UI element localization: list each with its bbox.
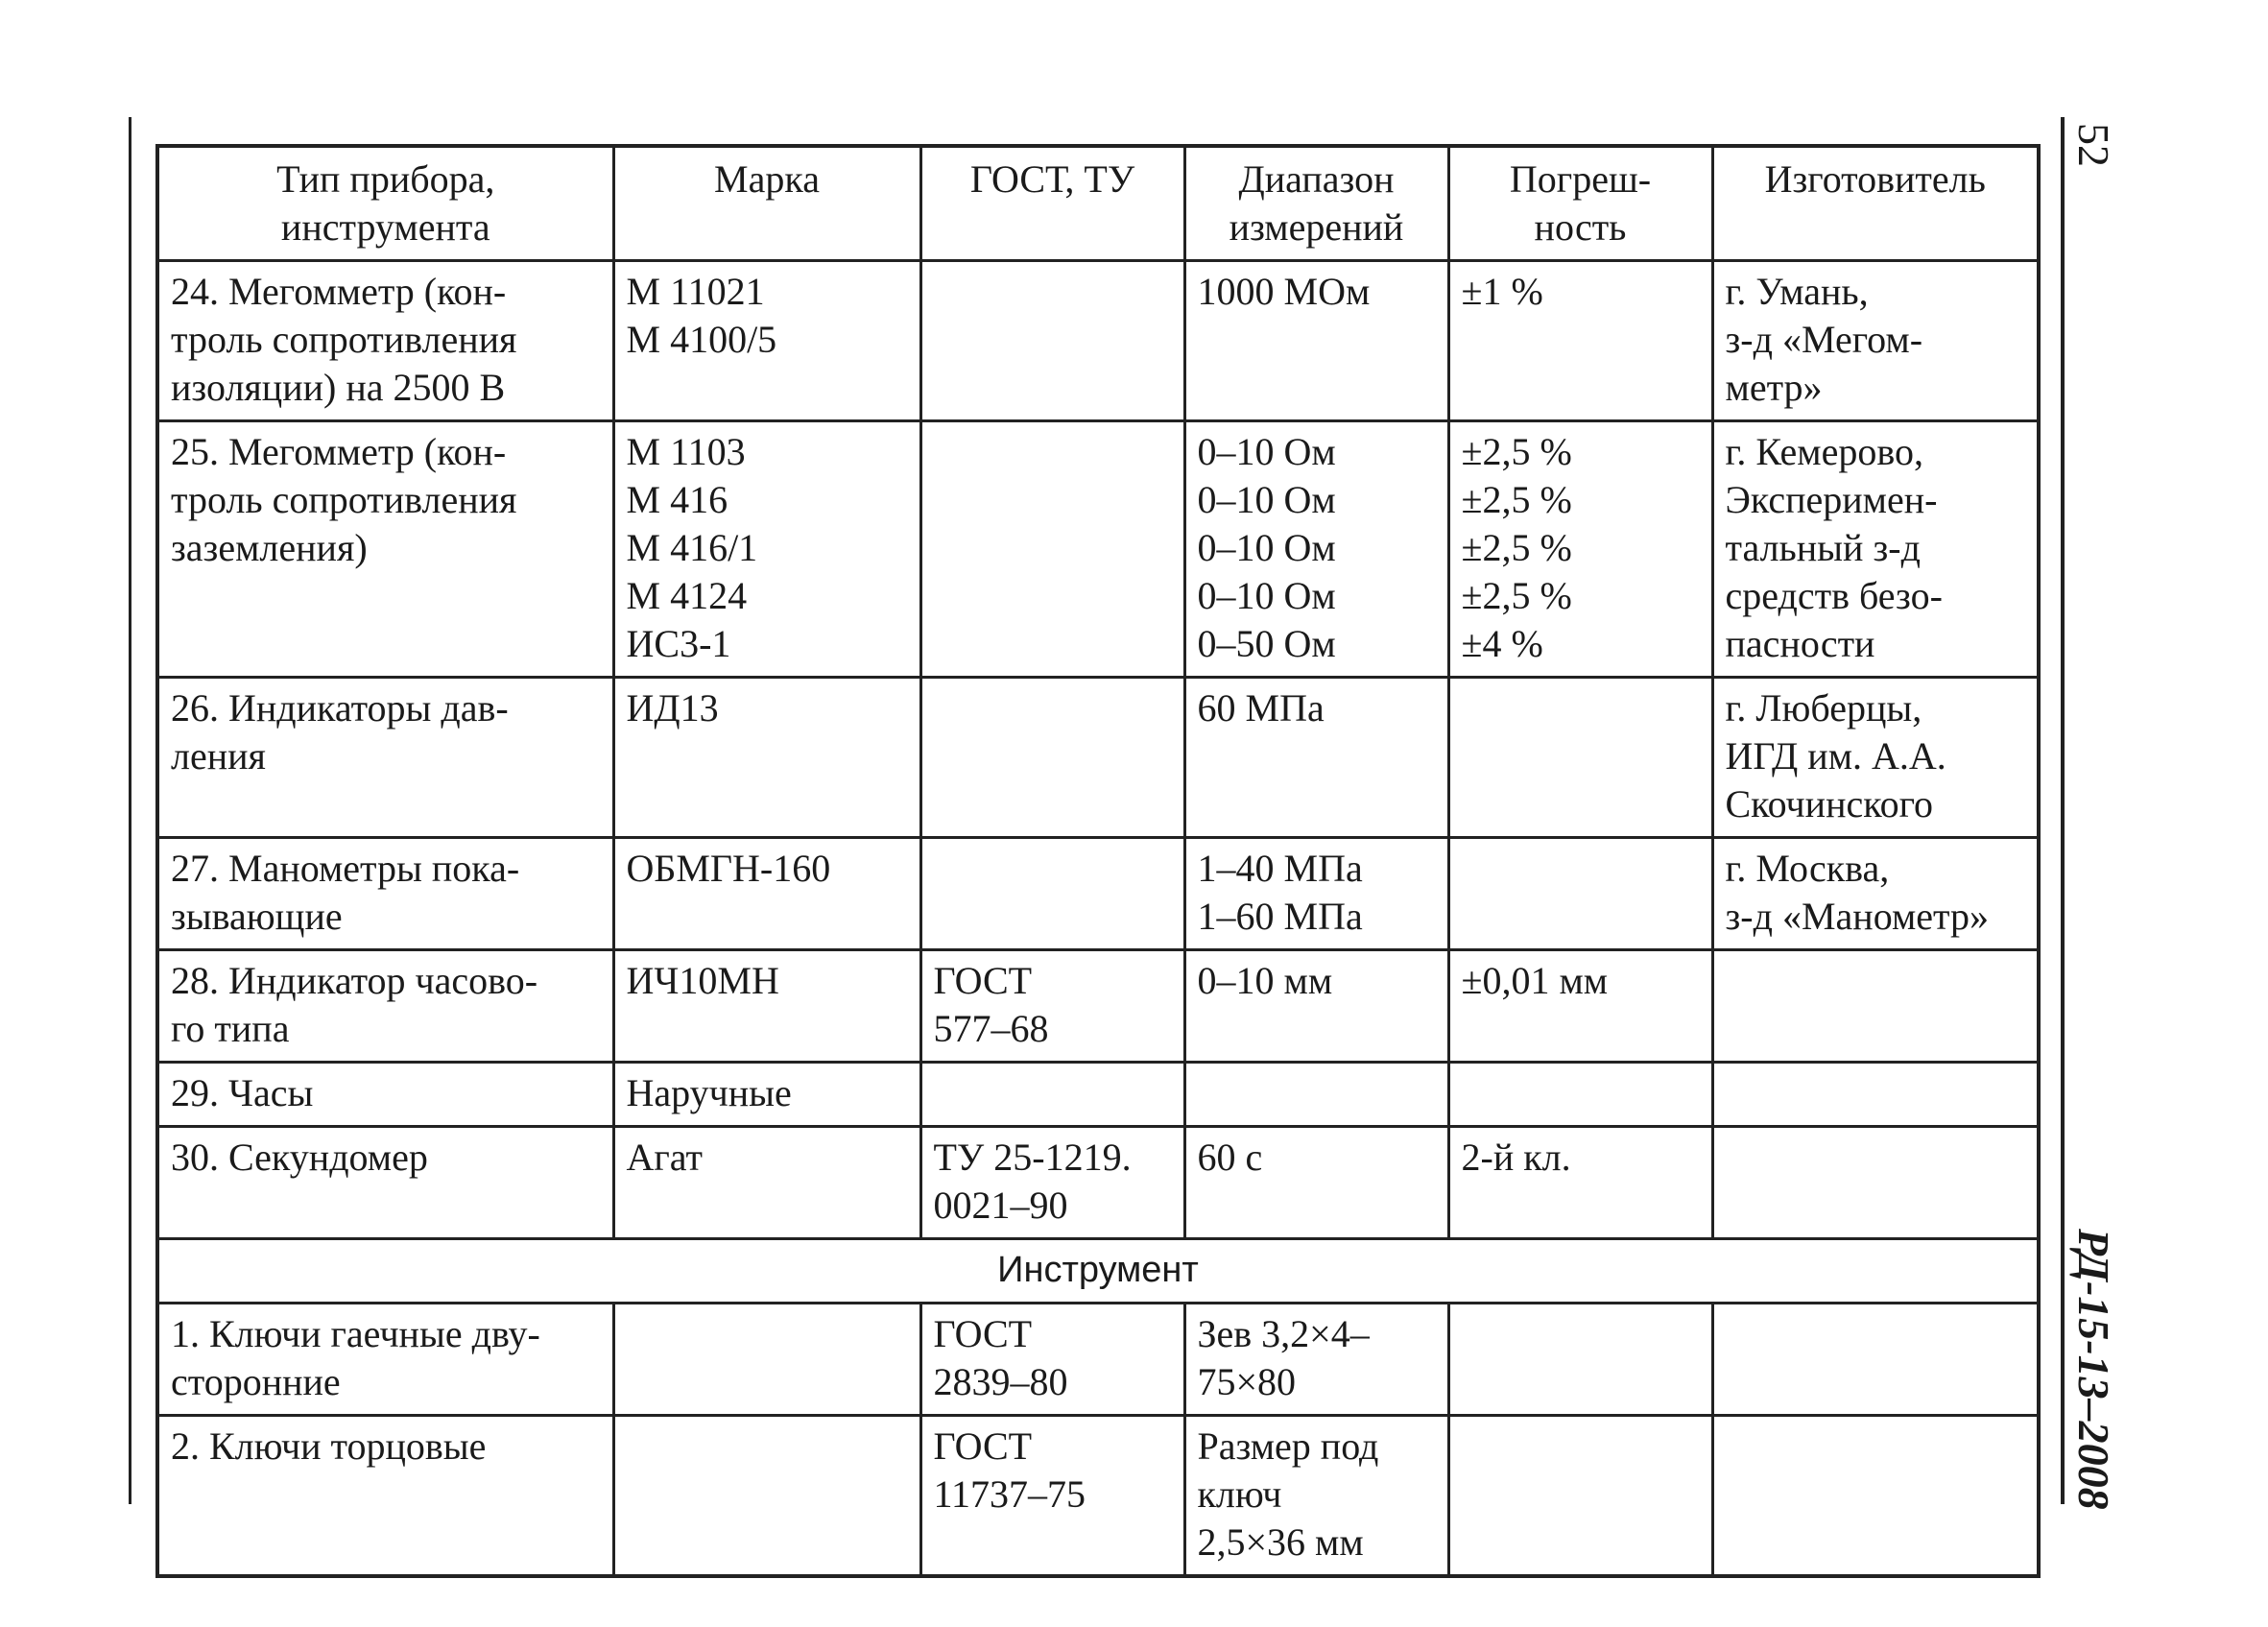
cell-brand: ОБМГН-160 xyxy=(613,838,920,950)
table-row xyxy=(157,1063,2039,1127)
table-row xyxy=(157,1127,2039,1239)
cell-error xyxy=(1448,1063,1712,1127)
cell-gost: ГОСТ 577–68 xyxy=(920,950,1184,1063)
cell-manufacturer xyxy=(1712,1127,2039,1239)
header-type: Тип прибора, инструмента xyxy=(157,146,613,261)
cell-range: 60 МПа xyxy=(1184,678,1448,838)
header-brand: Марка xyxy=(613,146,920,261)
cell-error: 2-й кл. xyxy=(1448,1127,1712,1239)
table-row xyxy=(157,421,2039,678)
cell-error xyxy=(1448,678,1712,838)
table-row xyxy=(157,1416,2039,1577)
section-row xyxy=(157,1239,2039,1304)
header-gost: ГОСТ, ТУ xyxy=(920,146,1184,261)
cell-error: ±0,01 мм xyxy=(1448,950,1712,1063)
cell-range: Размер под ключ 2,5×36 мм xyxy=(1184,1416,1448,1577)
cell-brand: М 1103 М 416 М 416/1 М 4124 ИС3-1 xyxy=(613,421,920,678)
cell-type: 29. Часы xyxy=(157,1063,613,1127)
page-number: 52 xyxy=(2069,123,2118,167)
table-row xyxy=(157,1304,2039,1416)
cell-brand: Наручные xyxy=(613,1063,920,1127)
cell-type: 2. Ключи торцовые xyxy=(157,1416,613,1577)
cell-error xyxy=(1448,1304,1712,1416)
cell-manufacturer xyxy=(1712,1304,2039,1416)
cell-range: 1–40 МПа 1–60 МПа xyxy=(1184,838,1448,950)
cell-brand: ИД13 xyxy=(613,678,920,838)
document-code: РД-15-13–2008 xyxy=(2069,1229,2118,1510)
cell-manufacturer: г. Умань, з-д «Мегом- метр» xyxy=(1712,261,2039,421)
cell-gost xyxy=(920,1063,1184,1127)
cell-error xyxy=(1448,1416,1712,1577)
cell-manufacturer: г. Люберцы, ИГД им. А.А. Скочинского xyxy=(1712,678,2039,838)
cell-range: 0–10 мм xyxy=(1184,950,1448,1063)
left-margin-rule xyxy=(129,117,131,1504)
section-title: Инструмент xyxy=(157,1239,2039,1304)
right-margin-rule xyxy=(2061,117,2065,1504)
cell-manufacturer xyxy=(1712,1063,2039,1127)
cell-gost xyxy=(920,838,1184,950)
cell-manufacturer: г. Москва, з-д «Манометр» xyxy=(1712,838,2039,950)
cell-brand: ИЧ10МН xyxy=(613,950,920,1063)
cell-brand xyxy=(613,1416,920,1577)
cell-range: 1000 МОм xyxy=(1184,261,1448,421)
cell-range: 60 с xyxy=(1184,1127,1448,1239)
cell-error: ±2,5 % ±2,5 % ±2,5 % ±2,5 % ±4 % xyxy=(1448,421,1712,678)
cell-gost xyxy=(920,678,1184,838)
cell-error: ±1 % xyxy=(1448,261,1712,421)
cell-manufacturer xyxy=(1712,950,2039,1063)
cell-range xyxy=(1184,1063,1448,1127)
cell-gost: ТУ 25-1219. 0021–90 xyxy=(920,1127,1184,1239)
cell-gost xyxy=(920,261,1184,421)
cell-type: 24. Мегомметр (кон- троль сопротивления изоляции) на 2500 В xyxy=(157,261,613,421)
cell-gost: ГОСТ 11737–75 xyxy=(920,1416,1184,1577)
cell-type: 27. Манометры пока- зывающие xyxy=(157,838,613,950)
table-row xyxy=(157,678,2039,838)
cell-range: Зев 3,2×4– 75×80 xyxy=(1184,1304,1448,1416)
header-error: Погреш- ность xyxy=(1448,146,1712,261)
cell-type: 25. Мегомметр (кон- троль сопротивления заземления) xyxy=(157,421,613,678)
cell-manufacturer xyxy=(1712,1416,2039,1577)
cell-manufacturer: г. Кемерово, Эксперимен- тальный з-д средств безо- пасности xyxy=(1712,421,2039,678)
cell-gost xyxy=(920,421,1184,678)
cell-error xyxy=(1448,838,1712,950)
cell-range: 0–10 Ом 0–10 Ом 0–10 Ом 0–10 Ом 0–50 Ом xyxy=(1184,421,1448,678)
instruments-table xyxy=(155,144,2041,1578)
cell-brand: Агат xyxy=(613,1127,920,1239)
cell-gost: ГОСТ 2839–80 xyxy=(920,1304,1184,1416)
cell-brand xyxy=(613,1304,920,1416)
table-row xyxy=(157,261,2039,421)
header-manufacturer: Изготовитель xyxy=(1712,146,2039,261)
table-header-row xyxy=(157,146,2039,261)
cell-brand: М 11021 М 4100/5 xyxy=(613,261,920,421)
cell-type: 1. Ключи гаечные дву- сторонние xyxy=(157,1304,613,1416)
header-range: Диапазон измерений xyxy=(1184,146,1448,261)
cell-type: 30. Секундомер xyxy=(157,1127,613,1239)
table-row xyxy=(157,950,2039,1063)
cell-type: 26. Индикаторы дав- ления xyxy=(157,678,613,838)
table-row xyxy=(157,838,2039,950)
cell-type: 28. Индикатор часово- го типа xyxy=(157,950,613,1063)
